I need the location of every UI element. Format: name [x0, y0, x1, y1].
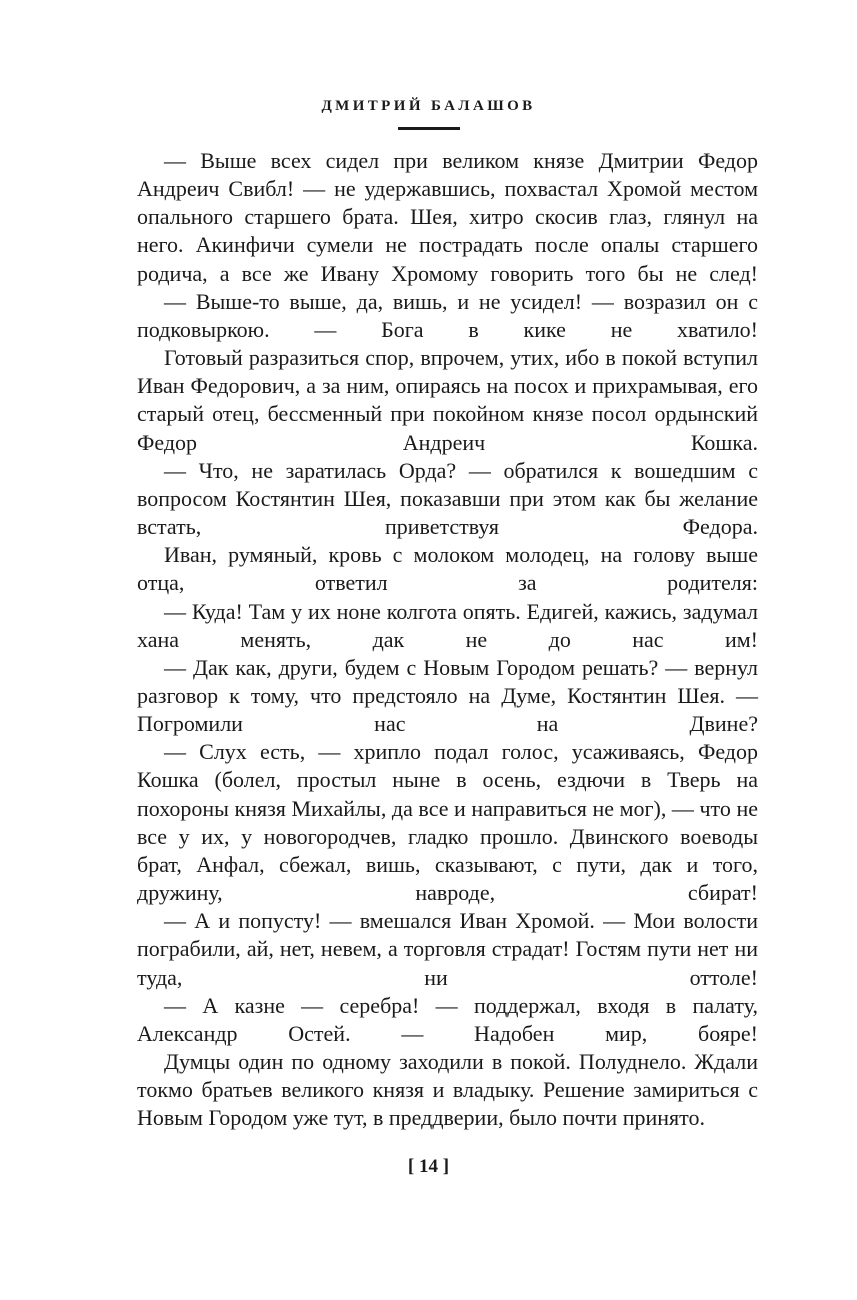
paragraph: Думцы один по одному заходили в покой. Полуднело. Ждали токмо братьев великого князя и владыку. Решение замириться с Новым Городом уже тут, в преддверии, было почти принято.	[137, 1049, 758, 1131]
paragraph: Иван, румяный, кровь с молоком молодец, на голову выше отца, ответил за родителя:	[137, 542, 758, 596]
paragraph: — Что, не заратилась Орда? — обратился к вошедшим с вопросом Костянтин Шея, показавши при этом как бы желание встать, приветствуя Федора.	[137, 457, 758, 540]
paragraph: — Дак как, други, будем с Новым Городом решать? — вернул разговор к тому, что предстояло на Думе, Костянтин Шея. — Погромили нас на Двине?	[137, 654, 758, 737]
text-block	[137, 147, 758, 1132]
paragraph: — Выше всех сидел при великом князе Дмитрии Федор Андреич Свибл! — не удержавшись, похвастал Хромой местом опального старшего брата. Шея, хитро скосив глаз, глянул на него. Акинфичи сумели не пострадать после опалы старшего родича, а все же Ивану Хромому говорить того бы не след!	[137, 148, 758, 286]
running-head-rule	[398, 127, 460, 130]
paragraph: — Выше-то выше, да, вишь, и не усидел! — возразил он с подковыркою. — Бога в кике не хватило!	[137, 288, 758, 342]
paragraph: — А казне — серебра! — поддержал, входя в палату, Александр Остей. — Надобен мир, бояре!	[137, 992, 758, 1046]
running-head: ДМИТРИЙ БАЛАШОВ	[321, 98, 536, 114]
page-number: [ 14 ]	[407, 1156, 450, 1177]
paragraph: Готовый разразиться спор, впрочем, утих, ибо в покой вступил Иван Федорович, а за ним, опираясь на посох и прихрамывая, его старый отец, бессменный при покойном князе посол ордынский Федор Андреич Кошка.	[137, 345, 758, 455]
paragraph: — Слух есть, — хрипло подал голос, усаживаясь, Федор Кошка (болел, простыл ныне в осень, ездючи в Тверь на похороны князя Михайлы, да все и направиться не мог), — что не все у их, у новогородчев, гладко прошло. Двинского воеводы брат, Анфал, сбежал, вишь, сказывают, с пути, дак и того, дружину, навроде, сбират!	[137, 739, 758, 906]
paragraph: — А и попусту! — вмешался Иван Хромой. — Мои волости пограбили, ай, нет, невем, а торговля страдат! Гостям пути нет ни туда, ни оттоле!	[137, 908, 758, 990]
paragraph: — Куда! Там у их ноне колгота опять. Едигей, кажись, задумал хана менять, дак не до нас им!	[137, 598, 758, 652]
